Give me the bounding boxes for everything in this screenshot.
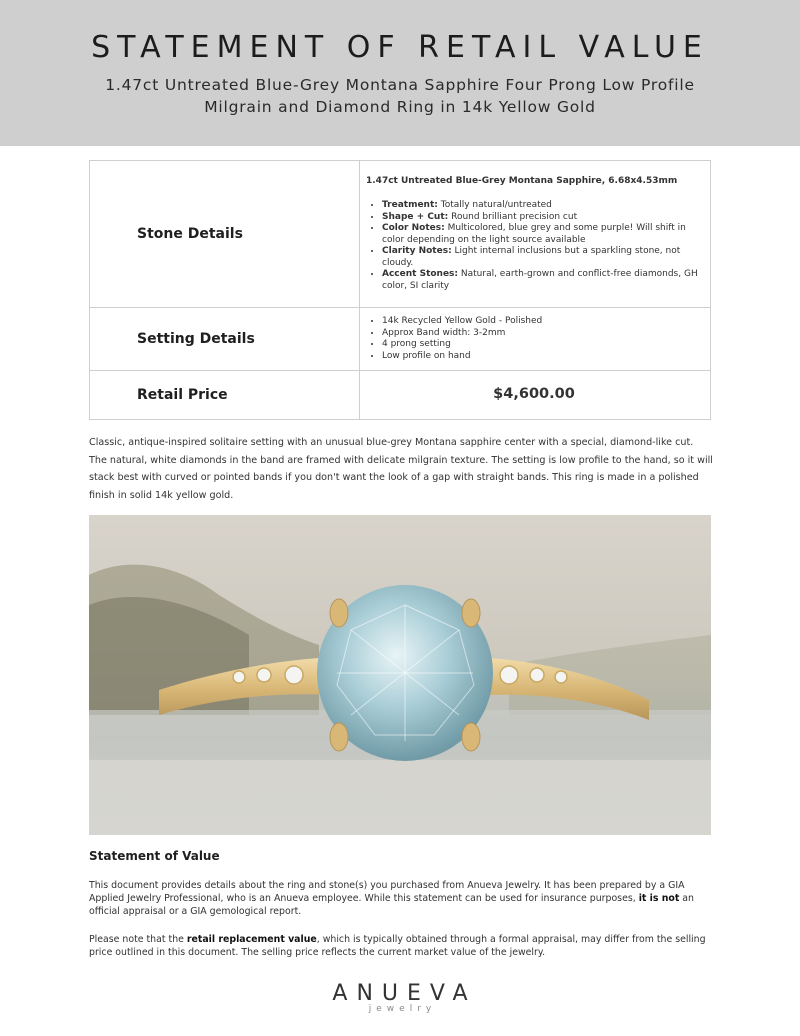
retail-price-value: $4,600.00 (360, 371, 711, 420)
attr-key: Accent Stones: (382, 269, 459, 280)
setting-attributes-list (366, 316, 702, 362)
stone-details-row (90, 161, 711, 308)
attr-text: Multicolored, blue grey and some purple! Will shift in color depending on the light source available (382, 223, 686, 245)
emphasis-text: retail replacement value (186, 934, 317, 945)
list-item (382, 246, 702, 269)
attr-key: Color Notes: (382, 223, 445, 234)
text-span: an official appraisal or a GIA gemological report. (89, 893, 694, 917)
stone-heading: 1.47ct Untreated Blue-Grey Montana Sapphire, 6.68x4.53mm (366, 175, 678, 186)
ring-illustration (89, 515, 711, 835)
page-title: STATEMENT OF RETAIL VALUE (91, 30, 709, 65)
setting-details-label: Setting Details (90, 308, 360, 371)
header-banner (0, 0, 800, 146)
attr-key: Treatment: (382, 200, 438, 211)
emphasis-text: it is not (638, 893, 680, 904)
setting-details-row (90, 308, 711, 371)
anueva-logo (0, 981, 800, 1014)
details-table (89, 160, 711, 420)
text-span: , which is typically obtained through a formal appraisal, may differ from the selling price outlined in this document. The selling price reflects the current market value of the jewelry. (89, 934, 706, 958)
ring-photo (89, 515, 711, 835)
statement-paragraph-1 (89, 879, 714, 918)
list-item (382, 223, 702, 246)
statement-paragraph-2 (89, 933, 714, 959)
list-item: • Low profile on hand (382, 351, 702, 363)
logo-sub: jewelry (368, 1004, 437, 1014)
list-item (382, 200, 702, 212)
list-item: • Approx Band width: 3-2mm (382, 328, 702, 340)
product-subtitle: 1.47ct Untreated Blue-Grey Montana Sapphire Four Prong Low Profile Milgrain and Diamond Ring in 14k Yellow Gold (105, 76, 695, 116)
attr-text: Natural, earth-grown and conflict-free diamonds, GH color, SI clarity (382, 269, 698, 291)
retail-price-row (90, 371, 711, 420)
attr-text: Round brilliant precision cut (448, 211, 578, 222)
list-item: • 14k Recycled Yellow Gold - Polished (382, 316, 702, 328)
logo-name: ANUEVA (332, 981, 477, 1006)
statement-of-value-title: Statement of Value (89, 849, 220, 863)
attr-key: Clarity Notes: (382, 246, 452, 257)
list-item (382, 269, 702, 292)
list-item: • 4 prong setting (382, 339, 702, 351)
stone-attributes-list (366, 200, 702, 292)
text-span: This document provides details about the ring and stone(s) you purchased from Anueva Jewelry. It has been prepared by a GIA Applied Jewelry Professional, who is an Anueva employee. While this statement can be used for insurance purposes, (89, 880, 685, 904)
attr-key: Shape + Cut: (382, 211, 449, 222)
text-span: Please note that the (89, 934, 187, 945)
stone-details-value (360, 161, 711, 308)
setting-details-value (360, 308, 711, 371)
product-description: Classic, antique-inspired solitaire setting with an unusual blue-grey Montana sapphire center with a special, diamond-like cut. The natural, white diamonds in the band are framed with delicate milgrain texture. The setting is low profile to the hand, so it will stack best with curved or pointed bands if you don't want the look of a gap with straight bands. This ring is made in a polished finish in solid 14k yellow gold. (89, 437, 713, 501)
attr-text: Totally natural/untreated (437, 200, 552, 211)
stone-details-label: Stone Details (90, 161, 360, 308)
attr-text: Light internal inclusions but a sparkling stone, not cloudy. (382, 246, 681, 268)
retail-price-label: Retail Price (90, 371, 360, 420)
list-item (382, 212, 702, 224)
